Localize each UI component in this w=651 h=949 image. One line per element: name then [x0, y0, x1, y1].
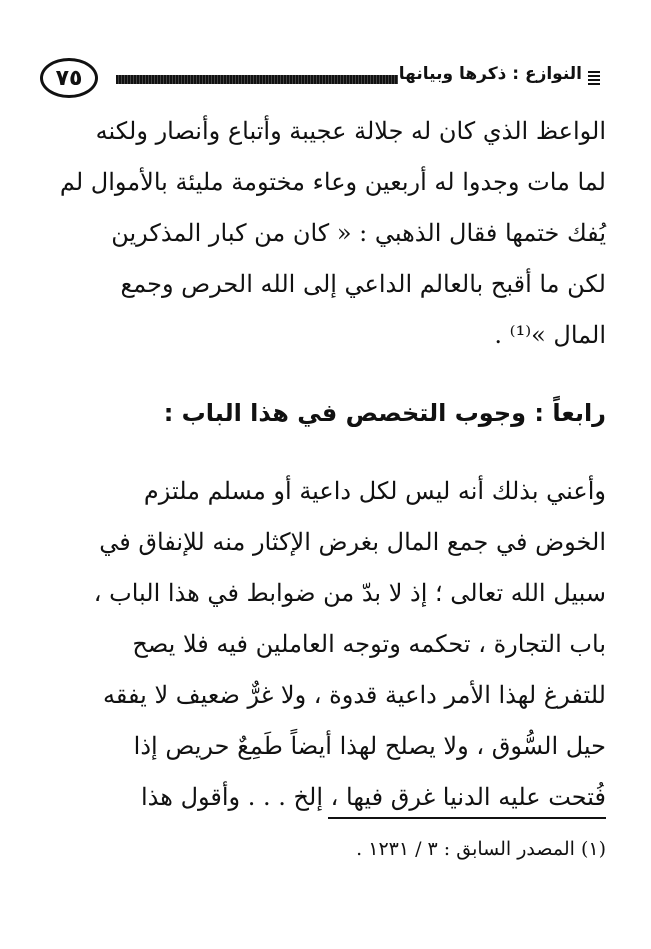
text-line: الواعظ الذي كان له جلالة عجيبة وأتباع وأنصار ولكنه — [95, 117, 606, 145]
text-line: يُفك ختمها فقال الذهبي : « كان من كبار المذكرين — [111, 219, 606, 247]
text-line: سبيل الله تعالى ؛ إذ لا بدّ من ضوابط في هذا الباب ، — [93, 579, 606, 607]
text-line: للتفرغ لهذا الأمر داعية قدوة ، ولا غرٌّ ضعيف لا يفقه — [103, 681, 606, 709]
text-line: فُتحت عليه الدنيا غرق فيها ، إلخ . . . وأقول هذا — [141, 783, 606, 811]
section-heading: رابعاً : وجوب التخصص في هذا الباب : — [163, 399, 606, 427]
text-line: وأعني بذلك أنه ليس لكل داعية أو مسلم ملتزم — [143, 477, 606, 505]
footnote: (١) المصدر السابق : ٣ / ١٢٣١ . — [356, 838, 606, 860]
text-line: لكن ما أقبح بالعالم الداعي إلى الله الحرص وجمع — [120, 270, 606, 298]
text-line: باب التجارة ، تحكمه وتوجه العاملين فيه فلا يصح — [132, 630, 606, 658]
page-header — [40, 58, 600, 102]
text-line: حيل السُّوق ، ولا يصلح لهذا أيضاً طَمِعٌ حريص إذا — [133, 732, 606, 760]
footnote-divider — [328, 817, 606, 819]
page-number: ٧٥ — [40, 58, 98, 98]
header-ornament-icon — [588, 71, 600, 85]
header-decorative-rule — [116, 75, 398, 84]
text-line: الخوض في جمع المال بغرض الإكثار منه للإنفاق في — [99, 528, 606, 556]
text-line: المال »⁽¹⁾ . — [494, 321, 606, 349]
running-title: النوازع : ذكرها وبيانها — [398, 64, 582, 84]
text-line: لما مات وجدوا له أربعين وعاء مختومة مليئة بالأموال لم — [59, 168, 606, 196]
